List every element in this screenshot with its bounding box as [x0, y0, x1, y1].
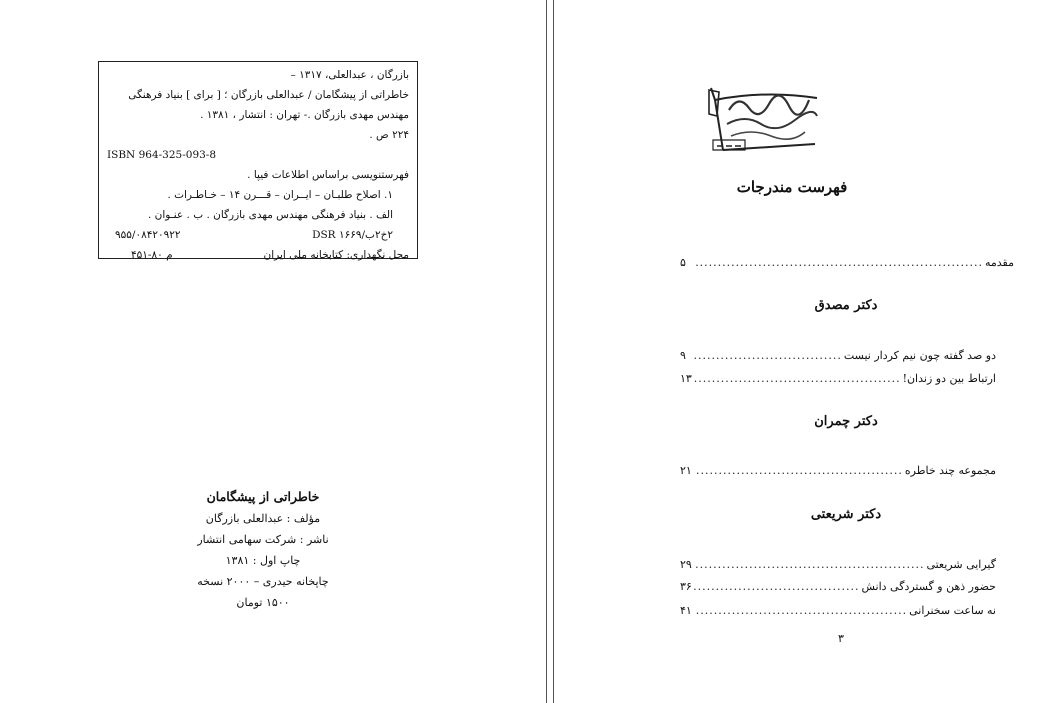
toc-entry-label: مجموعه چند خاطره: [904, 464, 996, 477]
cip-subject-line: ۱. اصلاح طلبـان – ایــران – قـــرن ۱۴ – خـاطـرات .: [167, 189, 393, 201]
toc-entry: [680, 556, 996, 574]
cip-note-line: فهرستنویسی براساس اطلاعات فیپا .: [247, 169, 409, 181]
cip-imprint-line: مهندس مهدی بازرگان .- تهران : انتشار ، ۱۳۸۱ .: [200, 109, 409, 121]
toc-leader-dots: [694, 602, 907, 620]
toc-section-heading: دکتر مصدق: [814, 298, 878, 313]
toc-entry-page: ۹: [680, 349, 686, 362]
toc-entry-label: حضور ذهن و گستردگی دانش: [861, 580, 996, 593]
toc-section-heading: دکتر چمران: [814, 414, 878, 429]
cip-added-entry-line: الف . بنیاد فرهنگی مهندس مهدی بازرگان . ب . عنـوان .: [147, 209, 393, 221]
toc-entry-page: ۳۶: [680, 580, 692, 593]
toc-leader-dots: [694, 578, 860, 596]
toc-entry-label: ارتباط بین دو زندان!: [902, 372, 996, 385]
toc-leader-dots: [694, 254, 983, 272]
toc-leader-dots: [694, 556, 924, 574]
cip-isbn: ISBN 964-325-093-8: [107, 149, 217, 161]
toc-entry: [680, 462, 996, 480]
page-number: ۳: [838, 632, 844, 645]
toc-entry-page: ۲۹: [680, 558, 692, 571]
toc-leader-dots: [694, 370, 901, 388]
toc-title: فهرست مندرجات: [736, 178, 848, 196]
cip-pages-line: ۲۲۴ ص .: [369, 129, 409, 141]
colophon-price: ۱۵۰۰ تومان: [236, 596, 290, 609]
toc-entry-label: دو صد گفته چون نیم کردار نیست: [843, 349, 996, 362]
toc-entry-label: گیرایی شریعتی: [926, 558, 996, 571]
toc-leader-dots: [694, 462, 903, 480]
toc-entry: [680, 578, 996, 596]
cip-title-line: خاطراتی از پیشگامان / عبدالعلی بازرگان ؛ [ برای ] بنیاد فرهنگی: [128, 89, 409, 101]
toc-entry-label: نه ساعت سخنرانی: [909, 604, 996, 617]
toc-entry: [680, 602, 996, 620]
cip-lc-call-number: ۲خ۲ب/۱۶۶۹ DSR: [312, 229, 393, 241]
colophon-title: خاطراتی از پیشگامان: [206, 489, 320, 504]
cip-record-number: م ۸۰-۴۵۱: [131, 249, 173, 261]
cip-location: محل نگهداری: کتابخانه ملی ایران: [263, 249, 409, 261]
toc-section-heading: دکتر شریعتی: [810, 507, 882, 522]
colophon-author: مؤلف : عبدالعلی بازرگان: [205, 512, 321, 525]
cip-dewey-number: ۹۵۵/۰۸۴۲۰۹۲۲: [115, 229, 181, 241]
colophon-print-run: چاپخانه حیدری – ۲۰۰۰ نسخه: [197, 575, 329, 588]
toc-entry-page: ۲۱: [680, 464, 692, 477]
toc-entry-label: مقدمه: [984, 256, 1014, 269]
toc-entry-page: ۵: [680, 256, 686, 269]
toc-entry: [680, 347, 996, 365]
toc-entry: [680, 370, 996, 388]
toc-entry-page: ۴۱: [680, 604, 692, 617]
cip-author-line: بازرگان ، عبدالعلی، ۱۳۱۷ –: [290, 69, 409, 81]
toc-entry-page: ۱۳: [680, 372, 692, 385]
toc-leader-dots: [694, 347, 842, 365]
toc-entry-intro: [680, 254, 1014, 272]
colophon-publisher: ناشر : شرکت سهامی انتشار: [197, 533, 329, 546]
colophon-edition: چاپ اول : ۱۳۸۱: [225, 554, 301, 567]
